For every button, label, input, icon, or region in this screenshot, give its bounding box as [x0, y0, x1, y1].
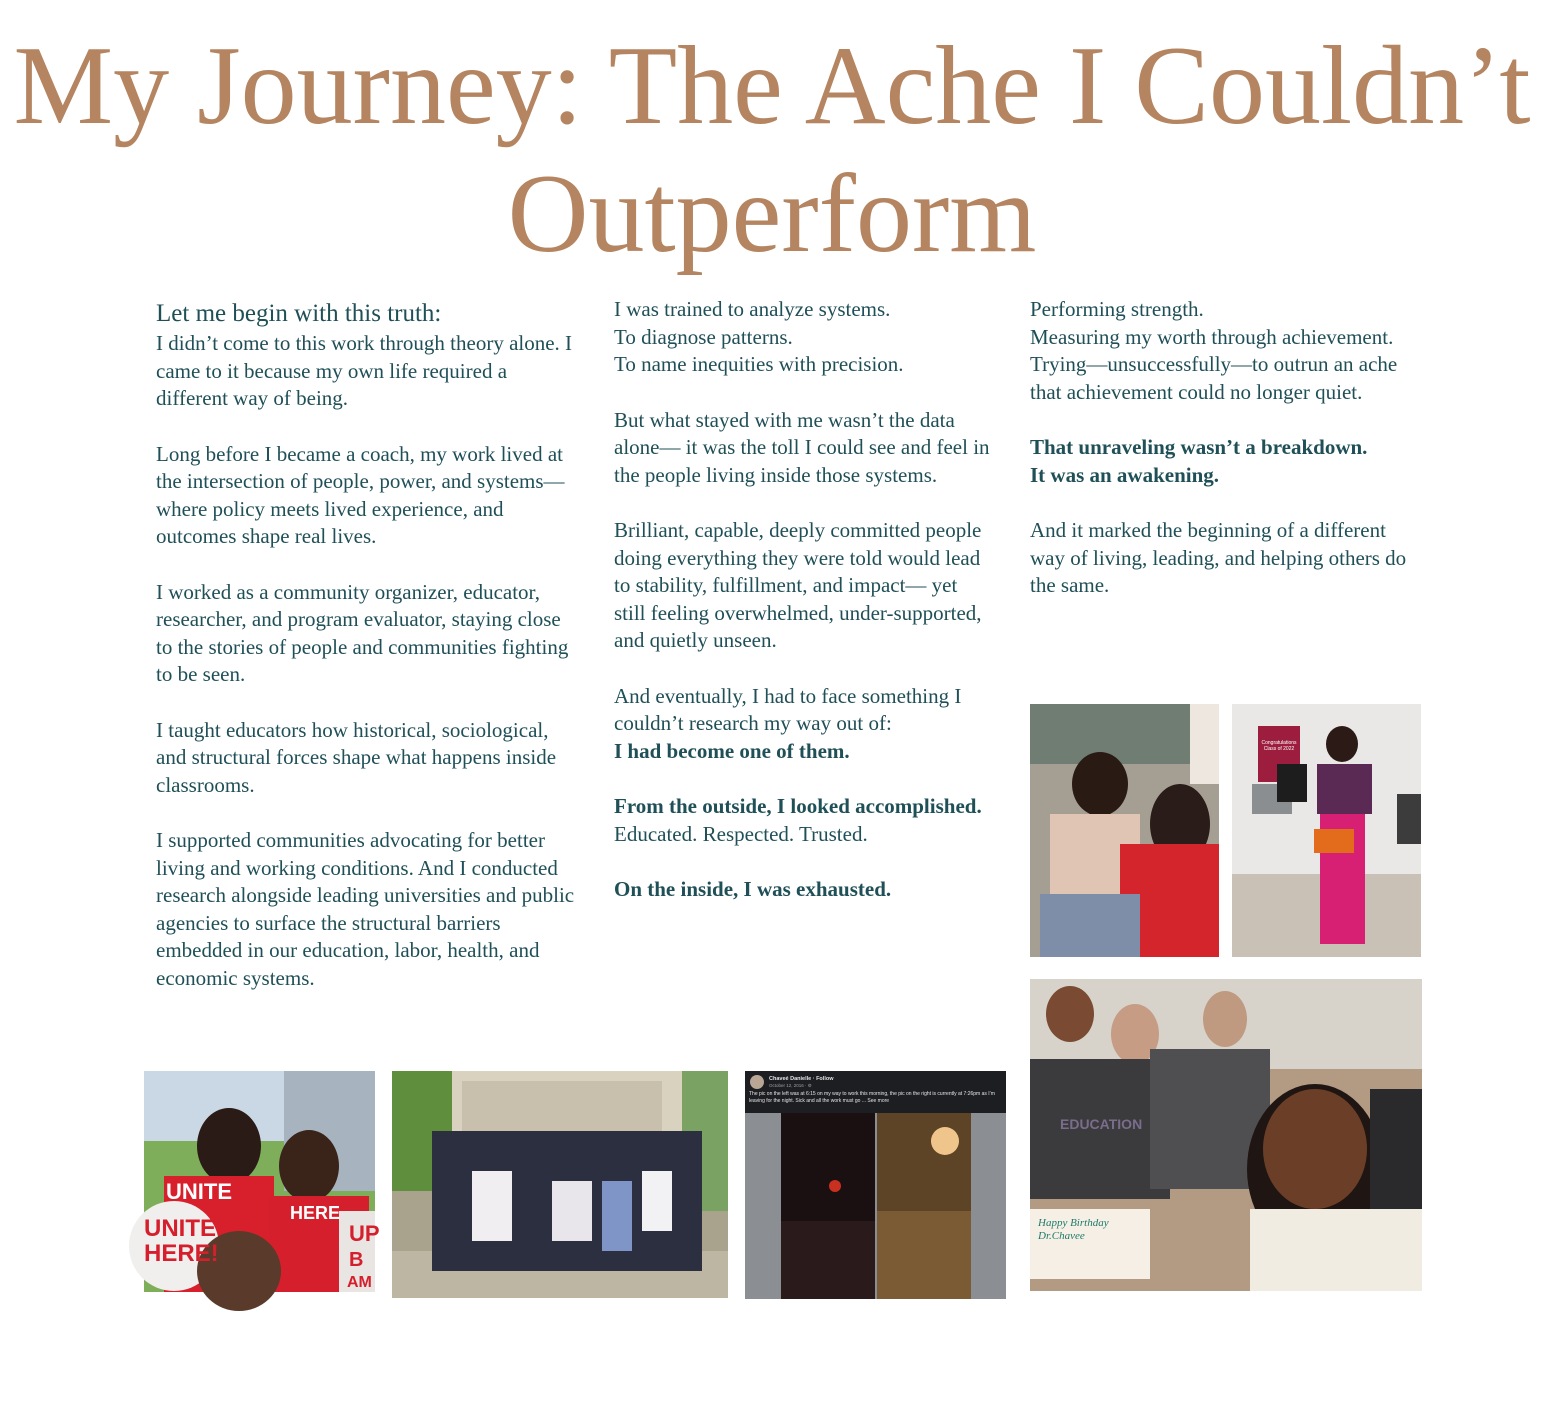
shirt-text: HERE	[290, 1203, 341, 1223]
paragraph: I didn’t come to this work through theory alone. I came to it because my own life required a different way of being.	[156, 331, 573, 410]
paragraph	[614, 876, 994, 904]
text-column-2	[614, 296, 994, 932]
text-column-1	[156, 296, 576, 1020]
phrase: Educated. Respected. Trusted.	[614, 821, 868, 846]
paragraph	[1030, 434, 1420, 489]
photo-group	[392, 1071, 728, 1298]
shirt-text: EDUCATION	[1060, 1116, 1143, 1132]
photo-social-post	[745, 1071, 1006, 1299]
paragraph	[614, 793, 994, 848]
bold-line: On the inside, I was exhausted.	[614, 877, 892, 901]
sign-text: Congratulations Class of 2022	[1261, 740, 1297, 752]
paragraph: Long before I became a coach, my work lived at the intersection of people, power, and systems— where policy meets lived experience, and outcomes shape real lives.	[156, 441, 565, 548]
balloon-text: UNITE	[144, 1215, 216, 1242]
paragraph: Brilliant, capable, deeply committed people doing everything they were told would lead to stability, fulfillment, and impact— yet still feeling overwhelmed, under-supported, and quietly unseen.	[614, 518, 982, 652]
sign-text: B	[349, 1249, 364, 1271]
bold-line: I had become one of them.	[614, 738, 850, 763]
cake-text: Happy Birthday Dr.Chavee	[1038, 1217, 1109, 1242]
post-author: Chaveé Danielle · Follow	[769, 1076, 834, 1082]
sign-text: UP	[349, 1221, 380, 1246]
bold-phrase: From the outside, I looked accomplished.	[614, 794, 982, 818]
balloon-text: HERE!	[144, 1240, 219, 1267]
paragraph: And it marked the beginning of a different way of living, leading, and helping others do the same.	[1030, 518, 1407, 597]
paragraph: But what stayed with me wasn’t the data alone— it was the toll I could see and feel in the people living inside those systems.	[614, 407, 990, 487]
page-title: My Journey: The Ache I Couldn’t Outperform	[13, 24, 1531, 276]
paragraph	[1030, 296, 1420, 406]
photo-graduation	[1232, 704, 1421, 957]
line: Trying—unsuccessfully—to outrun an ache that achievement could no longer quiet.	[1030, 352, 1398, 404]
shirt-text: UNITE	[166, 1179, 232, 1204]
line: And eventually, I had to face something I couldn’t research my way out of:	[614, 683, 962, 735]
paragraph	[614, 296, 994, 379]
text-column-3	[1030, 296, 1420, 628]
post-date: October 12, 2016 · ⚙	[769, 1083, 812, 1088]
post-caption: The pic on the left was at 6:15 on my way to work this morning, the pic on the right is currently at 7:26pm as I’m leaving for the night. Sick and all the work must go ... See more	[749, 1091, 995, 1104]
line: I was trained to analyze systems.	[614, 297, 891, 321]
lead-heading: Let me begin with this truth:	[156, 300, 442, 327]
bold-line: That unraveling wasn’t a breakdown.	[1030, 435, 1368, 459]
paragraph: I supported communities advocating for better living and working conditions. And I conducted research alongside leading universities and public agencies to surface the structural barriers embedded in our education, labor, health, and economic systems.	[156, 828, 575, 990]
paragraph: I taught educators how historical, sociological, and structural forces shape what happens inside classrooms.	[156, 717, 557, 797]
photo-union-rally	[144, 1071, 380, 1292]
photo-birthday	[1030, 979, 1422, 1291]
line: Measuring my worth through achievement.	[1030, 324, 1394, 349]
paragraph	[614, 683, 994, 766]
line: Performing strength.	[1030, 297, 1204, 321]
photo-celebration	[1030, 704, 1219, 957]
sign-text: AM	[347, 1274, 372, 1291]
paragraph: I worked as a community organizer, educator, researcher, and program evaluator, staying close to the stories of people and communities fighting to be seen.	[156, 579, 569, 686]
line: To diagnose patterns.	[614, 324, 793, 349]
line: To name inequities with precision.	[614, 352, 904, 376]
bold-line: It was an awakening.	[1030, 462, 1220, 487]
